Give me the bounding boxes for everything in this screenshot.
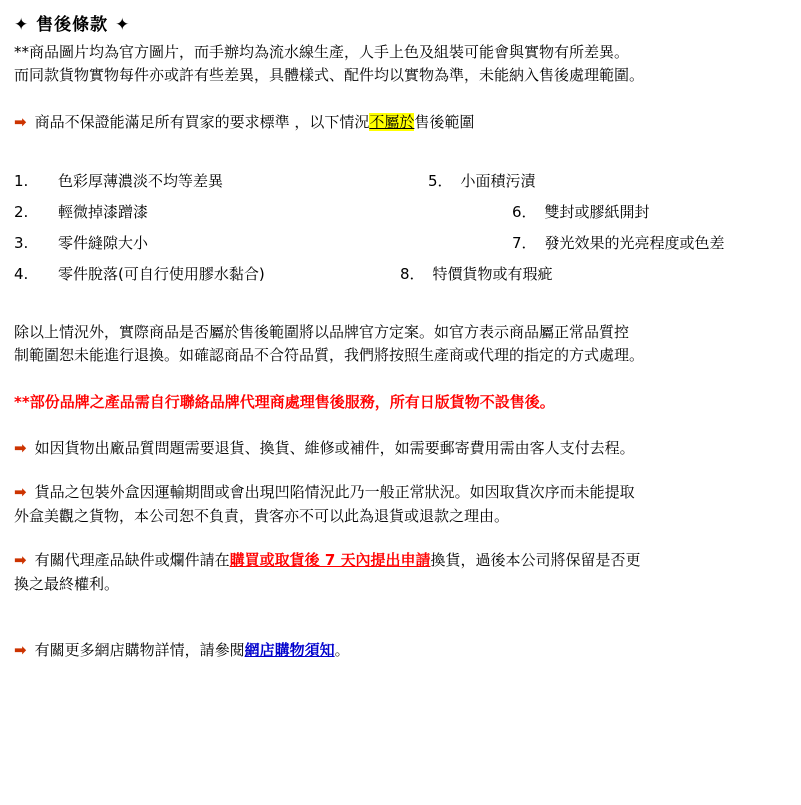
arrow-icon: ➡	[14, 438, 27, 457]
item-text: 零件縫隙大小	[58, 233, 149, 252]
list-item	[14, 232, 148, 253]
item-number: 6．	[512, 202, 537, 221]
item-number: 1.	[14, 171, 29, 190]
item-number: 7．	[512, 233, 537, 252]
item-text: 輕微掉漆蹭漆	[58, 202, 149, 221]
item-text: 小面積污漬	[460, 171, 536, 190]
item-shipping-cost	[0, 436, 801, 460]
policy-line-2: 制範圍恕未能進行退換。如確認商品不合符品質，我們將按照生產商或代理的指定的方式處理。	[14, 345, 645, 364]
item-number: 8．	[400, 264, 425, 283]
intro-line-1: **商品圖片均為官方圖片，而手辦均為流水線生產，人手上色及組裝可能會與實物有所差異。	[14, 43, 630, 61]
item-text: 零件脫落(可自行使用膠水黏合)	[58, 264, 265, 283]
item-missing-parts	[0, 548, 801, 596]
list-item	[512, 201, 650, 222]
shopping-guide-link[interactable]: 網店購物須知	[244, 640, 335, 659]
item-shipping-cost-text: 如因貨物出廠品質問題需要退貨、換貨、維修或補件，如需要郵寄費用需由客人支付去程。	[34, 438, 635, 457]
item-packaging	[0, 480, 801, 528]
scope-notice	[0, 110, 801, 134]
policy-line-1: 除以上情況外，實際商品是否屬於售後範圍將以品牌官方定案。如官方表示商品屬正常品質控	[14, 322, 630, 341]
item-packaging-line-1: 貨品之包裝外盒因運輸期間或會出現凹陷情況此乃一般正常狀況。如因取貨次序而未能提取	[34, 482, 635, 501]
title-text: ✦ 售後條款 ✦	[14, 15, 131, 35]
item-text: 雙封或膠紙開封	[544, 202, 650, 221]
arrow-icon: ➡	[14, 550, 27, 569]
list-item	[14, 170, 223, 191]
list-item	[428, 170, 536, 191]
scope-notice-text-after: 售後範圍	[414, 112, 475, 131]
footer-note	[0, 638, 801, 662]
list-item	[14, 263, 265, 284]
item-missing-parts-deadline: 購買或取貨後 7 天內提出申請	[229, 550, 431, 569]
intro-line-2: 而同款貨物實物每件亦或許有些差異，具體樣式、配件均以實物為準，未能納入售後處理範圍。	[14, 66, 645, 85]
item-text: 發光效果的光亮程度或色差	[544, 233, 725, 252]
arrow-icon: ➡	[14, 112, 27, 131]
item-text: 特價貨物或有瑕疵	[432, 264, 553, 283]
arrow-icon: ➡	[14, 482, 27, 501]
item-packaging-line-2: 外盒美觀之貨物，本公司恕不負責，貴客亦不可以此為退貨或退款之理由。	[14, 506, 510, 525]
list-item	[14, 201, 148, 222]
footer-text-before: 有關更多網店購物詳情，請參閱	[34, 640, 245, 659]
item-missing-parts-before: 有關代理產品缺件或爛件請在	[34, 550, 230, 569]
exclusions-list	[0, 156, 801, 281]
item-number: 5．	[428, 171, 453, 190]
scope-notice-text-before: 商品不保證能滿足所有買家的要求標準 ，以下情況	[34, 112, 370, 131]
item-missing-parts-after: 換貨，過後本公司將保留是否更	[430, 550, 641, 569]
item-missing-parts-line-2: 換之最終權利。	[14, 574, 120, 593]
intro-paragraph	[0, 41, 801, 88]
item-number: 2.	[14, 202, 29, 221]
brand-notice: **部份品牌之產品需自行聯絡品牌代理商處理售後服務，所有日版貨物不設售後。	[14, 393, 555, 411]
policy-paragraph	[0, 321, 801, 368]
scope-notice-highlight: 不屬於	[369, 112, 415, 131]
item-number: 4.	[14, 264, 29, 283]
item-number: 3.	[14, 233, 29, 252]
list-item	[400, 263, 553, 284]
arrow-icon: ➡	[14, 640, 27, 659]
page-title	[0, 0, 801, 35]
item-text: 色彩厚薄濃淡不均等差異	[58, 171, 224, 190]
list-item	[512, 232, 725, 253]
footer-text-after: 。	[334, 640, 350, 659]
